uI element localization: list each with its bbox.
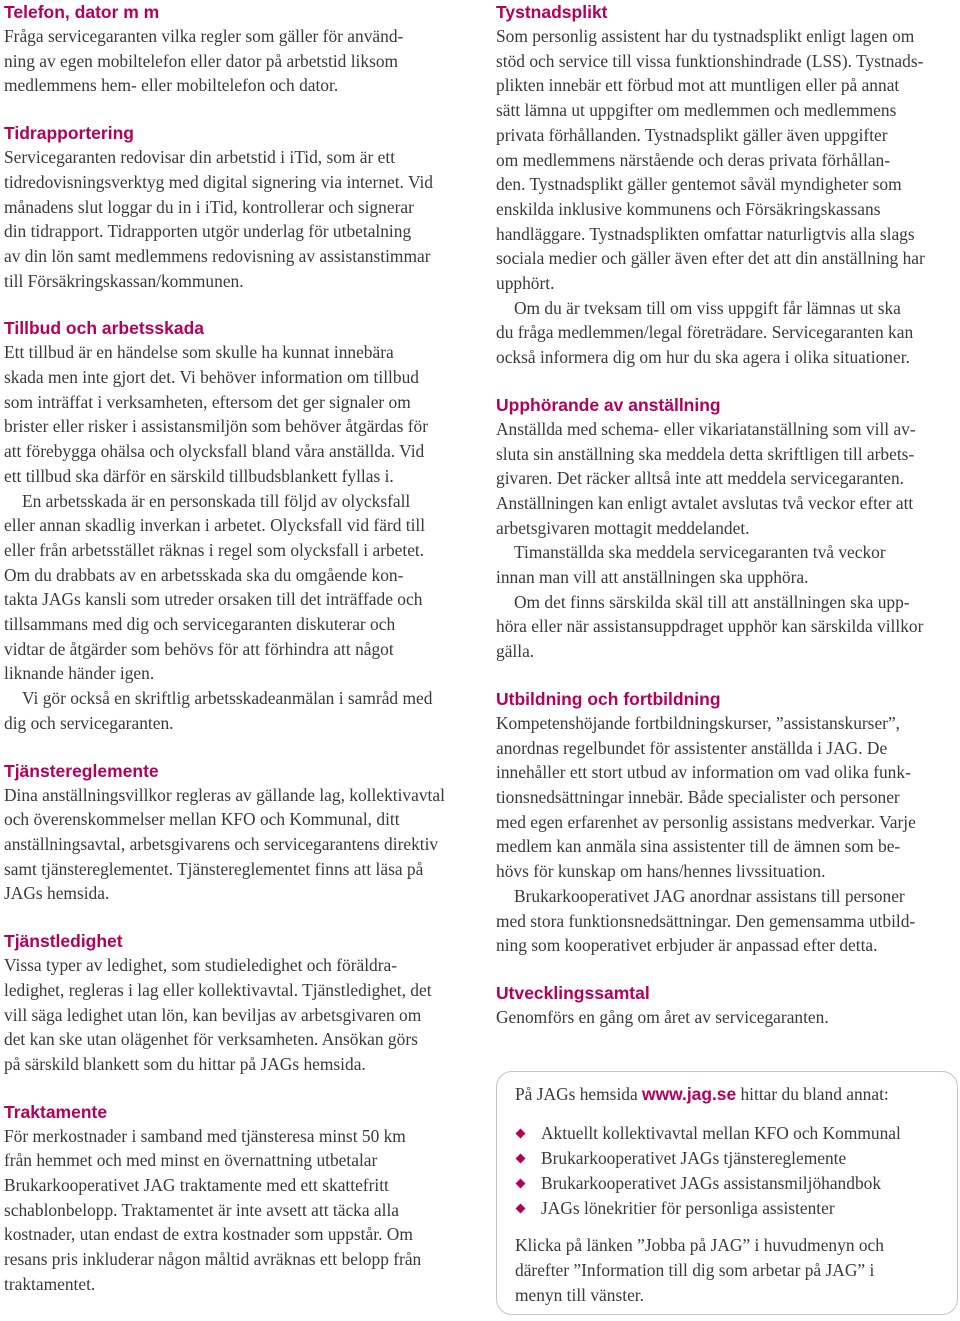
text-line: till Försäkringskassan/kommunen. (4, 270, 244, 291)
text-line: och överenskommelser mellan KFO och Kommunal, ditt (4, 809, 400, 830)
text-line: privata förhållanden. Tystnadsplikt gäller även uppgifter (496, 124, 888, 145)
text-line: tionsnedsättningar innebär. Både specialister och personer (496, 786, 900, 807)
text-line: En arbetsskada är en personskada till följd av olycksfall (22, 490, 411, 511)
text-line: arbetsgivaren mottagit meddelandet. (496, 517, 750, 538)
text-line: För merkostnader i samband med tjänsteresa minst 50 km (4, 1125, 406, 1146)
heading-utbildning: Utbildning och fortbildning (496, 688, 721, 709)
text-line: Genomförs en gång om året av servicegaranten. (496, 1006, 829, 1027)
info-intro-text: På JAGs hemsida (515, 1084, 643, 1104)
paragraph (4, 489, 469, 687)
text-line: hövs för kunskap om hans/hennes livssituation. (496, 861, 826, 882)
diamond-bullet-icon (516, 1204, 526, 1214)
text-line: medlemmens hem- eller mobiltelefon och dator. (4, 75, 339, 96)
text-line: det kan ske utan olägenhet för verksamheten. Ansökan görs (4, 1029, 418, 1050)
text-line: ning som kooperativet erbjuder är anpassad efter detta. (496, 935, 878, 956)
text-line: ledighet, regleras i lag eller kollektivavtal. Tjänstledighet, det (4, 979, 432, 1000)
heading-traktamente: Traktamente (4, 1101, 108, 1122)
text-line: upphört. (496, 273, 555, 294)
text-line: du fråga medlemmen/legal företrädare. Servicegaranten kan (496, 322, 914, 343)
text-line: samt tjänstereglementet. Tjänstereglementet finns att läsa på (4, 858, 424, 879)
text-line: Om det finns särskilda skäl till att anställningen ska upp- (514, 591, 910, 612)
text-line: enskilda inklusive kommunens och Försäkringskassans (496, 198, 881, 219)
section-tidrapportering (4, 121, 469, 293)
heading-tjanstledighet: Tjänstledighet (4, 931, 123, 952)
text-line: vidtar de åtgärder som behövs för att förhindra att något (4, 638, 394, 659)
website-link[interactable]: www.jag.se (642, 1084, 737, 1104)
paragraph (496, 590, 956, 664)
text-line: brister eller risker i assistansmiljön som behöver åtgärdas för (4, 416, 429, 437)
paragraph (4, 24, 469, 98)
heading-utvecklingssamtal: Utvecklingssamtal (496, 982, 650, 1003)
text-line: gälla. (496, 641, 535, 662)
diamond-bullet-icon (516, 1154, 526, 1164)
text-line: med stora funktionsnedsättningar. Den gemensamma utbild- (496, 910, 916, 931)
list-item (515, 1196, 939, 1221)
text-line: Som personlig assistent har du tystnadsplikt enligt lagen om (496, 26, 915, 46)
text-line: anordnas regelbundet för assistenter anställda i JAG. De (496, 737, 888, 758)
text-line: Kompetenshöjande fortbildningskurser, ”assistanskurser”, (496, 712, 901, 733)
text-line: ett tillbud ska därför en särskild tillbudsblankett fyllas i. (4, 465, 394, 486)
list-item-text: JAGs lönekritier för personliga assistenter (541, 1198, 835, 1218)
heading-tidrapportering: Tidrapportering (4, 123, 134, 144)
text-line: Vi gör också en skriftlig arbetsskadeanmälan i samråd med (22, 688, 433, 709)
text-line: Om du drabbats av en arbetsskada ska du omgående kon- (4, 564, 404, 585)
heading-tillbud: Tillbud och arbetsskada (4, 318, 205, 339)
list-item (515, 1146, 939, 1171)
text-line: eller annan skadlig inverkan i arbetet. Olycksfall vid färd till (4, 515, 426, 536)
text-line: Anställningen kan enligt avtalet avslutas två veckor efter att (496, 492, 914, 513)
section-tillbud (4, 316, 469, 735)
text-line: takta JAGs kansli som utreder orsaken till det inträffade och (4, 589, 423, 610)
text-line: Anställda med schema- eller vikariatanställning som vill av- (496, 418, 916, 439)
paragraph (4, 783, 469, 907)
info-intro-text: hittar du bland annat: (736, 1084, 889, 1104)
paragraph (496, 711, 956, 884)
text-line: din tidrapport. Tidrapporten utgör underlag för utbetalning (4, 221, 412, 242)
paragraph (4, 953, 469, 1077)
text-line: Klicka på länken ”Jobba på JAG” i huvudmenyn och (515, 1235, 884, 1255)
text-line: menyn till vänster. (515, 1285, 644, 1305)
text-line: Dina anställningsvillkor regleras av gällande lag, kollektivavtal (4, 784, 445, 805)
paragraph (496, 296, 956, 370)
text-line: av din lön samt medlemmens redovisning av assistanstimmar (4, 245, 431, 266)
list-item (515, 1171, 939, 1196)
section-upphorande (496, 393, 956, 664)
text-line: anställningsavtal, arbetsgivarens och servicegarantens direktiv (4, 833, 439, 854)
info-outro (515, 1233, 939, 1308)
section-tjanstereglemente (4, 759, 469, 907)
text-line: vill säga ledighet utan lön, kan beviljas av arbetsgivaren om (4, 1004, 422, 1025)
paragraph (4, 1124, 469, 1297)
text-line: Vissa typer av ledighet, som studieledighet och föräldra- (4, 955, 398, 976)
text-line: Timanställda ska meddela servicegaranten två veckor (514, 542, 886, 563)
paragraph (4, 340, 469, 488)
text-line: Servicegaranten redovisar din arbetstid i iTid, som är ett (4, 147, 396, 168)
text-line: den. Tystnadsplikt gäller gentemot såväl myndigheter som (496, 174, 902, 195)
text-line: resans pris inkluderar någon måltid avräknas ett belopp från (4, 1249, 422, 1270)
list-item-text: Aktuellt kollektivavtal mellan KFO och Kommunal (541, 1123, 901, 1143)
text-line: sluta sin anställning ska meddela detta skriftligen till arbets- (496, 443, 915, 464)
text-line: på särskild blankett som du hittar på JAGs hemsida. (4, 1053, 366, 1074)
info-box (496, 1071, 958, 1315)
heading-tjanstereglemente: Tjänstereglemente (4, 760, 159, 781)
text-line: ning av egen mobiltelefon eller dator på arbetstid liksom (4, 50, 399, 71)
text-line: höra eller när assistansuppdraget upphör kan särskilda villkor (496, 616, 924, 637)
text-line: kostnader, utan endast de extra kostnader som uppstår. Om (4, 1224, 413, 1245)
text-line: med egen erfarenhet av personlig assistans medverkar. Varje (496, 811, 916, 832)
text-line: sociala medier och gäller även efter det att din anställning har (496, 248, 925, 269)
section-telefon (4, 0, 469, 98)
text-line: eller från arbetsstället räknas i regel som olycksfall i arbetet. (4, 539, 425, 560)
text-line: Om du är tveksam till om viss uppgift får lämnas ut ska (514, 297, 901, 318)
text-line: Brukarkooperativet JAG anordnar assistans till personer (514, 885, 905, 906)
text-line: medlem kan anmäla sina assistenter till de ämnen som be- (496, 836, 901, 857)
paragraph (496, 417, 956, 541)
text-line: givaren. Det räcker alltså inte att meddela servicegaranten. (496, 468, 904, 489)
text-line: tillsammans med dig och servicegaranten diskuterar och (4, 614, 396, 635)
list-item-text: Brukarkooperativet JAGs assistansmiljöhandbok (541, 1173, 882, 1193)
paragraph (4, 145, 469, 293)
text-line: Ett tillbud är en händelse som skulle ha kunnat innebära (4, 342, 394, 363)
section-traktamente (4, 1100, 469, 1297)
text-line: också informera dig om hur du ska agera i olika situationer. (496, 347, 910, 368)
diamond-bullet-icon (516, 1179, 526, 1189)
info-intro (515, 1082, 939, 1107)
list-item-text: Brukarkooperativet JAGs tjänstereglemente (541, 1148, 847, 1168)
text-line: innehåller ett stort utbud av information om vad olika funk- (496, 762, 911, 783)
text-line: JAGs hemsida. (4, 883, 110, 904)
text-line: schablonbelopp. Traktamentet är inte avsett att täcka alla (4, 1199, 400, 1220)
text-line: dig och servicegaranten. (4, 712, 174, 733)
diamond-bullet-icon (516, 1129, 526, 1139)
section-tystnadsplikt (496, 0, 956, 370)
text-line: Fråga servicegaranten vilka regler som gäller för använd- (4, 26, 404, 46)
info-list (515, 1121, 939, 1221)
text-line: handläggare. Tystnadsplikten omfattar naturligtvis alla slags (496, 223, 915, 244)
section-tjanstledighet (4, 929, 469, 1077)
text-line: om medlemmens närstående och deras privata förhållan- (496, 149, 891, 170)
text-line: Brukarkooperativet JAG traktamente med ett skattefritt (4, 1175, 389, 1196)
text-line: liknande händer igen. (4, 663, 155, 684)
paragraph (496, 540, 956, 589)
paragraph (496, 884, 956, 958)
heading-upphorande: Upphörande av anställning (496, 394, 721, 415)
left-column (4, 0, 469, 1320)
right-column (496, 0, 956, 1053)
section-utvecklingssamtal (496, 981, 956, 1030)
paragraph (496, 1005, 956, 1030)
paragraph (496, 24, 956, 296)
list-item (515, 1121, 939, 1146)
text-line: att förebygga ohälsa och olycksfall bland våra anställda. Vid (4, 441, 425, 462)
text-line: därefter ”Information till dig som arbetar på JAG” i (515, 1260, 875, 1280)
text-line: plikten innebär ett förbud mot att muntligen eller på annat (496, 75, 900, 96)
text-line: tidredovisningsverktyg med digital signering via internet. Vid (4, 171, 433, 192)
text-line: traktamentet. (4, 1273, 96, 1294)
section-utbildning (496, 687, 956, 958)
text-line: månadens slut loggar du in i iTid, kontrollerar och signerar (4, 196, 414, 217)
text-line: skada men inte gjort det. Vi behöver information om tillbud (4, 367, 419, 388)
heading-telefon: Telefon, dator m m (4, 2, 160, 22)
text-line: som inträffat i verksamheten, eftersom det ger signaler om (4, 391, 411, 412)
heading-tystnadsplikt: Tystnadsplikt (496, 2, 608, 22)
text-line: innan man vill att anställningen ska upphöra. (496, 567, 809, 588)
text-line: från hemmet och med minst en övernattning utbetalar (4, 1150, 378, 1171)
text-line: stöd och service till vissa funktionshindrade (LSS). Tystnads- (496, 50, 924, 71)
text-line: sätt lämna ut uppgifter om medlemmen och medlemmens (496, 100, 897, 121)
paragraph (4, 686, 469, 735)
